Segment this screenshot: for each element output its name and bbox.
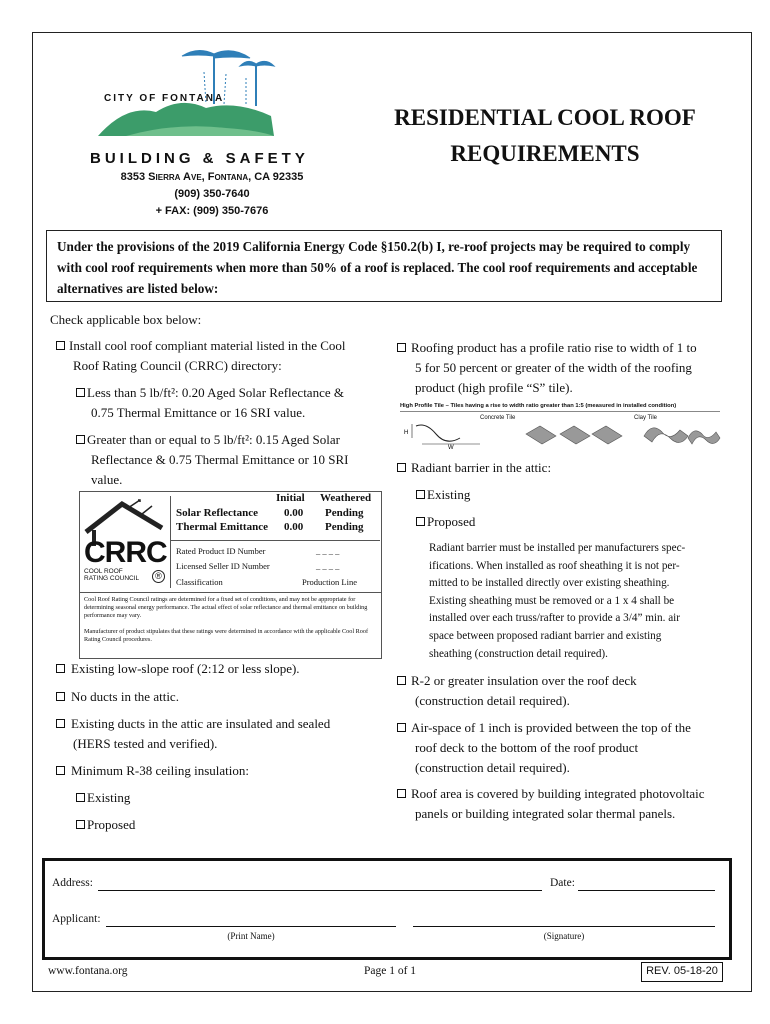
option-ducts-sealed: Existing ducts in the attic are insulated and sealed (HERS tested and verified). [56, 714, 376, 754]
checkbox[interactable] [56, 719, 65, 728]
radiant-barrier-note: Radiant barrier must be installed per manufacturers spec- ifications. When installed as roof sheathing it is not per- mitted to be installed directly over existing sheathing. Existing sheathing must be removed or a 1 x 4 shall be installed over each truss/rafter to provide a 3/4” min. air space between proposed radiant barrier and existing sheathing (construction detail required). [429, 542, 686, 660]
checkbox[interactable] [397, 343, 406, 352]
check-label: Check applicable box below: [50, 312, 202, 327]
footer-website[interactable]: www.fontana.org [48, 965, 128, 977]
checkbox[interactable] [56, 766, 65, 775]
page-number: Page 1 of 1 [363, 965, 417, 977]
date-field[interactable] [578, 890, 715, 891]
dept-phone: (909) 350-7640 [174, 188, 250, 200]
checkbox[interactable] [397, 676, 406, 685]
tile-profile-diagram [404, 420, 724, 452]
option-r38-existing: Existing [76, 788, 130, 808]
applicant-form [42, 858, 732, 960]
dept-name: BUILDING & SAFETY [90, 150, 309, 167]
checkbox[interactable] [397, 463, 406, 472]
option-high-profile-tile: Roofing product has a profile ratio rise to width of 1 to 5 for 50 percent or greater of the width of the roofing product (high profile “S” tile). [397, 338, 727, 398]
checkbox[interactable] [56, 341, 65, 350]
dept-fax: + FAX: (909) 350-7676 [155, 205, 269, 217]
checkbox[interactable] [56, 664, 65, 673]
option-low-slope: Existing low-slope roof (2:12 or less slope). [56, 659, 300, 679]
dept-address: 8353 Sierra Ave, Fontana, CA 92335 [120, 171, 304, 183]
intro-box: Under the provisions of the 2019 California Energy Code §150.2(b) I, re-roof projects may be required to comply with cool roof requirements when more than 50% of a roof is replaced. The cool roof requirements and acceptable alternatives are listed below: [46, 230, 722, 302]
signature-field[interactable] [413, 926, 715, 927]
applicant-label: Applicant: [52, 913, 101, 925]
option-pv-panels: Roof area is covered by building integrated photovoltaic panels or building integrated solar thermal panels. [397, 784, 732, 824]
option-less-than-5: Less than 5 lb/ft²: 0.20 Aged Solar Reflectance & 0.75 Thermal Emittance or 16 SRI value. [76, 383, 376, 423]
option-install-crrc: Install cool roof compliant material listed in the Cool Roof Rating Council (CRRC) directory: [56, 336, 376, 376]
checkbox[interactable] [416, 517, 425, 526]
crrc-label: CRRC COOL ROOF RATING COUNCIL ® Initial Weathered Solar Reflectance 0.00 Pending Thermal Emittance 0.00 Pending Rated Product ID Number _ _ _ _ Licensed Seller ID Number _ _ _ _ Classification Production Line Cool Roof Rating Council ratings are determined for a fixed set of conditions, and may not be appropriate for determining seasonal energy performance. The actual effect of solar reflectance and thermal emittance on building performance may vary. Manufacturer of product stipulates that these ratings were determined in accordance with the applicable Cool Roof Rating Council procedures. [79, 491, 382, 659]
svg-text:H: H [404, 430, 409, 436]
address-label: Address: [52, 877, 93, 889]
option-radiant-proposed: Proposed [416, 512, 475, 532]
option-r38: Minimum R-38 ceiling insulation: [56, 761, 249, 781]
svg-text:W: W [448, 445, 454, 451]
crrc-logo: CRRC [84, 536, 167, 569]
checkbox[interactable] [76, 388, 85, 397]
checkbox[interactable] [76, 435, 85, 444]
option-radiant-existing: Existing [416, 485, 470, 505]
checkbox[interactable] [397, 789, 406, 798]
city-label: CITY OF FONTANA [104, 93, 225, 104]
registered-icon: ® [152, 570, 165, 583]
checkbox[interactable] [416, 490, 425, 499]
checkbox[interactable] [397, 723, 406, 732]
checkbox[interactable] [76, 793, 85, 802]
option-r2-insulation: R-2 or greater insulation over the roof deck (construction detail required). [397, 671, 727, 711]
option-air-space: Air-space of 1 inch is provided between the top of the roof deck to the bottom of the roof product (construction detail required). [397, 718, 727, 778]
option-greater-than-5: Greater than or equal to 5 lb/ft²: 0.15 Aged Solar Reflectance & 0.75 Thermal Emittance or 10 SRI value. [76, 430, 376, 490]
revision-badge: REV. 05-18-20 [641, 962, 723, 982]
address-field[interactable] [98, 890, 542, 891]
checkbox[interactable] [76, 820, 85, 829]
option-r38-proposed: Proposed [76, 815, 135, 835]
option-radiant-barrier: Radiant barrier in the attic: [397, 458, 551, 478]
tile-caption: High Profile Tile – Tiles having a rise to width ratio greater than 1:5 (measured in installed condition) [400, 403, 677, 409]
print-name-field[interactable] [106, 926, 396, 927]
option-no-ducts: No ducts in the attic. [56, 687, 179, 707]
page-title: RESIDENTIAL COOL ROOF REQUIREMENTS [394, 105, 696, 166]
date-label: Date: [550, 877, 575, 889]
checkbox[interactable] [56, 692, 65, 701]
